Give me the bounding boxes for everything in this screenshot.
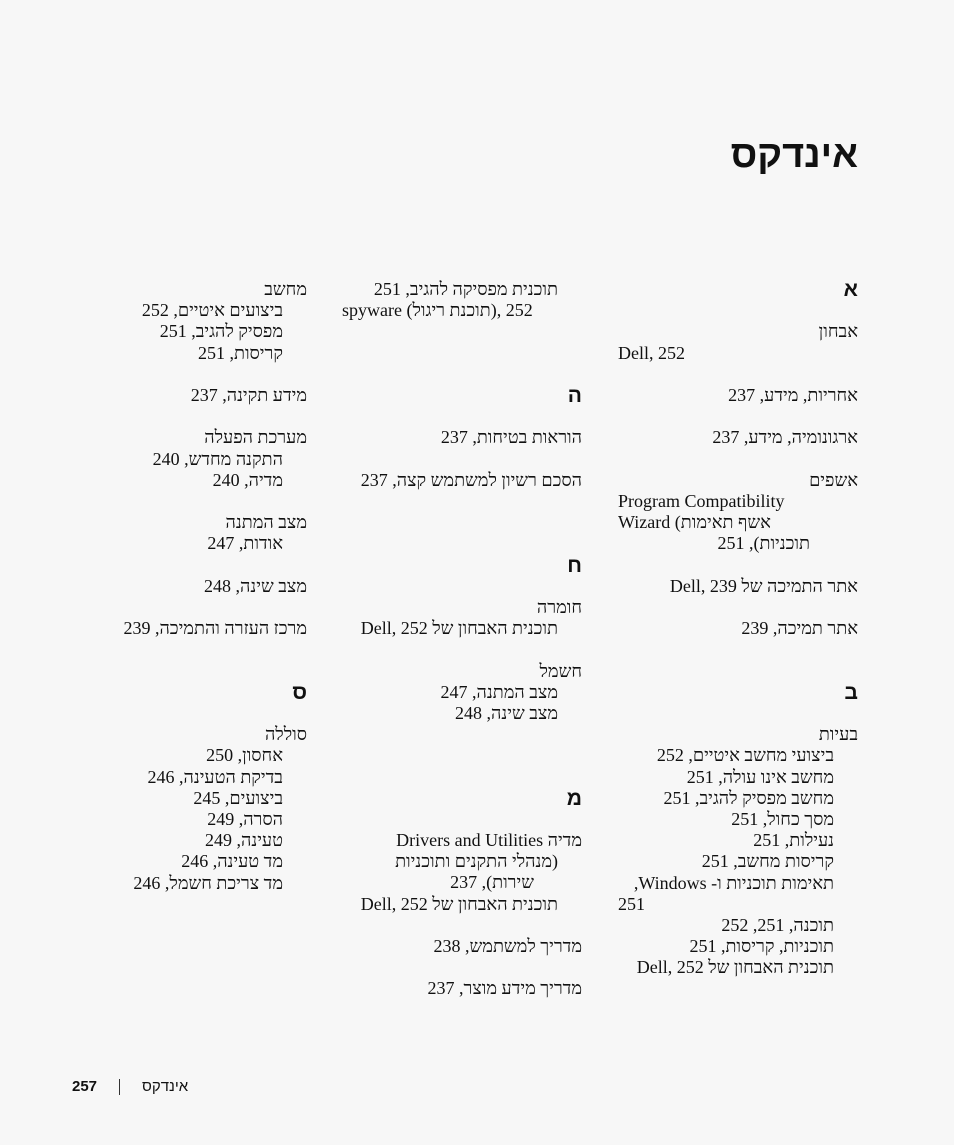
spacer — [342, 533, 582, 554]
index-column-3 — [67, 279, 307, 894]
index-subentry: (מנהלי התקנים ותוכניות — [395, 851, 558, 872]
spacer — [618, 703, 858, 724]
spacer — [618, 639, 858, 660]
spacer — [67, 597, 307, 618]
spacer — [618, 449, 858, 470]
spacer — [342, 915, 582, 936]
spacer — [342, 491, 582, 512]
spacer — [67, 406, 307, 427]
index-subentry: אודות, 247 — [207, 533, 283, 554]
spacer — [342, 745, 582, 766]
index-entry: מצב המתנה — [225, 512, 307, 533]
spacer — [67, 491, 307, 512]
page-number: 257 — [72, 1078, 98, 1095]
index-entry: סוללה — [264, 724, 307, 745]
spacer — [67, 364, 307, 385]
index-subentry: תוכנית האבחון של Dell, 252 — [636, 957, 834, 978]
index-entry: מרכז העזרה והתמיכה, 239 — [123, 618, 307, 639]
index-subentry: spyware (תוכנת ריגול), 252 — [342, 300, 533, 321]
index-subentry: תוכנית מפסיקה להגיב, 251 — [373, 279, 558, 299]
index-entry: מצב שינה, 248 — [204, 575, 307, 596]
index-entry: הוראות בטיחות, 237 — [440, 427, 582, 448]
index-entry: הסכם רשיון למשתמש קצה, 237 — [360, 469, 582, 490]
section-letter: ח — [567, 553, 582, 577]
spacer — [618, 300, 858, 321]
index-entry: מערכת הפעלה — [204, 427, 307, 448]
spacer — [342, 406, 582, 427]
index-subentry: מצב שינה, 248 — [455, 702, 558, 723]
index-entry: מדיה Drivers and Utilities — [396, 830, 582, 851]
index-entry: מידע תקינה, 237 — [190, 385, 307, 405]
index-entry: בעיות — [818, 724, 858, 745]
spacer — [342, 364, 582, 385]
footer-label: אינדקס — [142, 1078, 189, 1095]
index-subentry: מצב המתנה, 247 — [440, 681, 558, 702]
index-subentry: מפסיק להגיב, 251 — [159, 321, 283, 342]
spacer — [342, 343, 582, 364]
index-subentry: ביצועי מחשב איטיים, 252 — [656, 745, 834, 766]
spacer — [342, 576, 582, 597]
index-column-1 — [618, 279, 858, 979]
spacer — [342, 957, 582, 978]
index-subentry: Wizard (אשף תאימות — [618, 512, 771, 533]
index-subentry: 251 — [618, 893, 645, 914]
index-entry: אחריות, מידע, 237 — [728, 384, 858, 405]
index-column-2 — [342, 279, 582, 1000]
index-subentry: Dell, 252 — [618, 342, 685, 363]
section-letter: ה — [567, 383, 582, 407]
spacer — [342, 639, 582, 660]
spacer — [342, 449, 582, 470]
index-subentry: התקנה מחדש, 240 — [152, 448, 283, 469]
section-letter: ס — [292, 680, 307, 704]
index-subentry: קריסות, 251 — [197, 342, 283, 363]
index-entry: חומרה — [536, 596, 582, 617]
section-letter: א — [843, 278, 858, 301]
index-subentry: תוכניות), 251 — [717, 533, 810, 554]
index-subentry: תוכנית האבחון של Dell, 252 — [360, 893, 558, 914]
index-subentry: קריסות מחשב, 251 — [701, 851, 834, 872]
section-letter: מ — [566, 786, 582, 810]
index-entry: אבחון — [818, 321, 858, 342]
index-subentry: תאימות תוכניות ו- Windows, — [633, 872, 834, 893]
spacer — [618, 661, 858, 682]
spacer — [342, 809, 582, 830]
spacer — [618, 406, 858, 427]
index-subentry: מד צריכת חשמל, 246 — [133, 872, 283, 893]
index-subentry: מסך כחול, 251 — [731, 808, 834, 829]
spacer — [618, 597, 858, 618]
index-subentry: Program Compatibility — [618, 490, 785, 511]
index-entry: חשמל — [539, 660, 582, 681]
index-subentry: מד טעינה, 246 — [181, 851, 283, 872]
index-entry: ארגונומיה, מידע, 237 — [712, 427, 858, 448]
index-subentry: מחשב מפסיק להגיב, 251 — [663, 787, 834, 808]
spacer — [67, 661, 307, 682]
spacer — [618, 555, 858, 576]
spacer — [342, 766, 582, 787]
index-subentry: תוכניות, קריסות, 251 — [689, 936, 834, 957]
section-letter: ב — [844, 680, 858, 704]
index-entry: אתר התמיכה של Dell, 239 — [669, 575, 858, 596]
index-subentry: תוכנה, 251, 252 — [721, 914, 834, 935]
spacer — [67, 703, 307, 724]
spacer — [67, 639, 307, 660]
page-title: אינדקס — [730, 134, 858, 176]
spacer — [342, 724, 582, 745]
index-subentry: תוכנית האבחון של Dell, 252 — [360, 618, 558, 639]
index-entry: מחשב — [264, 279, 307, 299]
index-subentry: ביצועים, 245 — [193, 787, 283, 808]
spacer — [342, 321, 582, 342]
spacer — [618, 364, 858, 385]
index-entry: אשפים — [809, 469, 858, 490]
index-subentry: ביצועים איטיים, 252 — [141, 300, 283, 321]
index-entry: מדריך מידע מוצר, 237 — [427, 978, 582, 999]
index-subentry: אחסון, 250 — [206, 745, 283, 766]
footer-divider — [119, 1079, 120, 1095]
index-subentry: בדיקת הטעינה, 246 — [147, 766, 283, 787]
index-subentry: טעינה, 249 — [205, 830, 283, 851]
spacer — [342, 512, 582, 533]
index-subentry: נעילות, 251 — [753, 830, 834, 851]
spacer — [67, 555, 307, 576]
index-entry: מדריך למשתמש, 238 — [433, 936, 582, 957]
index-subentry: מחשב אינו עולה, 251 — [686, 766, 834, 787]
index-subentry: שירות), 237 — [450, 872, 534, 893]
index-subentry: מדיה, 240 — [212, 469, 283, 490]
page-footer — [72, 1078, 188, 1095]
index-subentry: הסרה, 249 — [207, 808, 283, 829]
index-entry: אתר תמיכה, 239 — [741, 618, 858, 639]
